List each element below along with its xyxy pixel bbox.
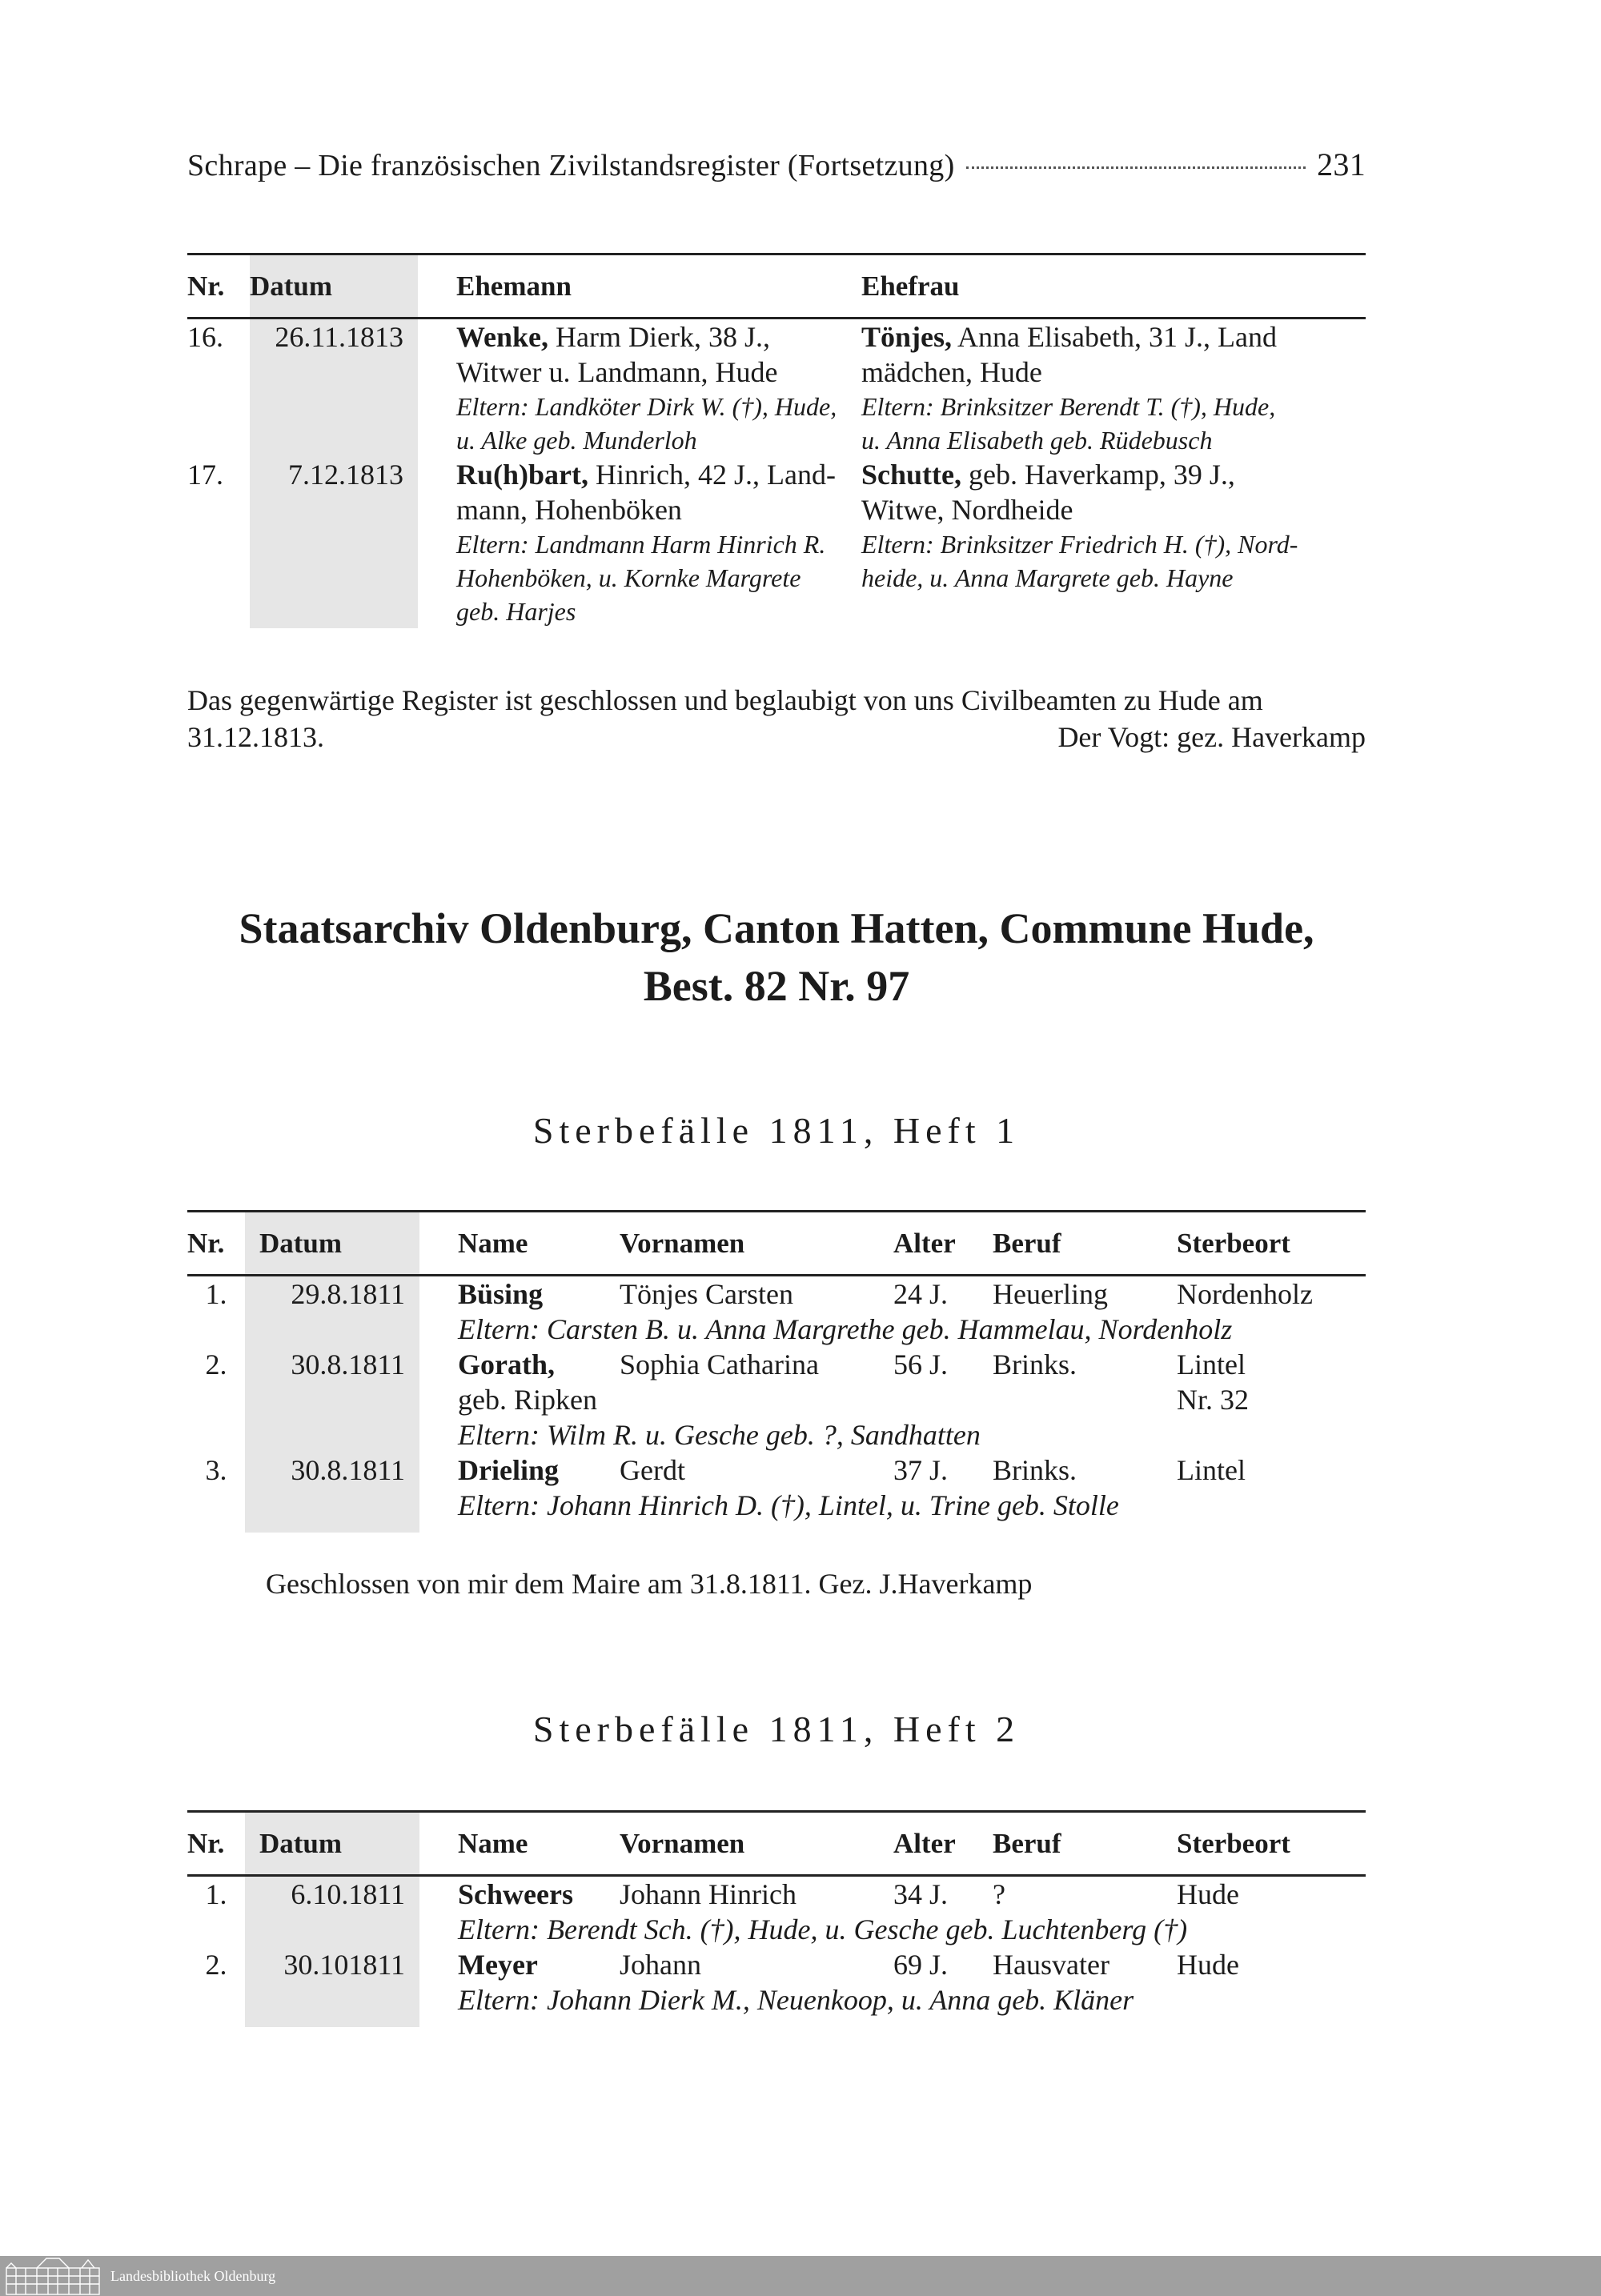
ehemann-details: Hinrich, 42 J., Land- xyxy=(588,459,836,491)
cell-alter: 56 J. xyxy=(893,1348,949,1380)
ehefrau-details: Anna Elisabeth, 31 J., Land xyxy=(952,321,1277,353)
header-sterbeort: Sterbeort xyxy=(1177,1827,1290,1859)
ehefrau-line2: Witwe, Nordheide xyxy=(861,494,1073,526)
marriage-register-table xyxy=(187,253,1366,628)
table-row xyxy=(187,1947,1366,1982)
library-building-icon xyxy=(5,2257,101,2295)
ehefrau-details: geb. Haverkamp, 39 J., xyxy=(961,459,1235,491)
cell-ehefrau xyxy=(861,319,1366,458)
ehefrau-eltern: Eltern: Brinksitzer Friedrich H. (†), Nord- xyxy=(861,530,1298,559)
empty-cell xyxy=(245,1417,419,1453)
cell-beruf: Brinks. xyxy=(993,1348,1077,1380)
header-vornamen: Vornamen xyxy=(620,1227,745,1259)
cell-alter: 69 J. xyxy=(893,1949,949,1981)
cell-datum: 6.10.1811 xyxy=(245,1876,419,1913)
cell-vornamen: Johann Hinrich xyxy=(620,1878,796,1910)
table-row xyxy=(187,457,1366,628)
cell-vornamen: Sophia Catharina xyxy=(620,1348,819,1380)
header-datum: Datum xyxy=(250,254,418,319)
page-number: 231 xyxy=(1317,146,1366,182)
cell-nr: 1. xyxy=(205,1878,227,1910)
header-beruf: Beruf xyxy=(993,1827,1061,1859)
eltern-row xyxy=(187,1912,1366,1947)
cell-ehefrau xyxy=(861,457,1366,628)
header-datum: Datum xyxy=(245,1812,419,1876)
cell-datum: 26.11.1813 xyxy=(250,319,418,458)
cell-sterbeort: Hude xyxy=(1177,1949,1239,1981)
eltern-row xyxy=(187,1488,1366,1533)
table-row xyxy=(187,1453,1366,1488)
ehemann-eltern-cont: Hohenböken, u. Kornke Margrete xyxy=(456,563,801,592)
register-closing-statement xyxy=(187,682,1366,755)
empty-cell xyxy=(187,1312,245,1347)
ehemann-eltern: Eltern: Landmann Harm Hinrich R. xyxy=(456,530,826,559)
cell-nr: 2. xyxy=(205,1949,227,1981)
table-row xyxy=(187,1276,1366,1312)
name-line1: Gorath, xyxy=(458,1348,555,1380)
table-row xyxy=(187,319,1366,458)
closing-signature: Der Vogt: gez. Haverkamp xyxy=(1057,721,1366,753)
empty-cell xyxy=(245,1488,419,1533)
cell-nr: 2. xyxy=(205,1348,227,1380)
header-nr: Nr. xyxy=(187,1827,225,1859)
cell-datum: 29.8.1811 xyxy=(245,1276,419,1312)
empty-cell xyxy=(187,1417,245,1453)
ehemann-eltern-cont: u. Alke geb. Munderloh xyxy=(456,426,697,455)
table-header-row xyxy=(187,1212,1366,1276)
cell-datum: 30.101811 xyxy=(245,1947,419,1982)
cell-datum: 7.12.1813 xyxy=(250,457,418,628)
cell-beruf: Brinks. xyxy=(993,1454,1077,1486)
cell-datum: 30.8.1811 xyxy=(245,1347,419,1417)
name-line2: geb. Ripken xyxy=(458,1384,597,1416)
cell-name: Schweers xyxy=(458,1878,573,1910)
cell-alter: 24 J. xyxy=(893,1278,949,1310)
cell-sterbeort xyxy=(1177,1347,1366,1417)
empty-cell xyxy=(187,1982,245,2027)
heft2-title: Sterbefälle 1811, Heft 2 xyxy=(532,1709,1021,1749)
header-rule xyxy=(966,166,1306,169)
cell-eltern: Eltern: Johann Hinrich D. (†), Lintel, u. Trine geb. Stolle xyxy=(458,1489,1119,1521)
cell-sterbeort: Nordenholz xyxy=(1177,1278,1313,1310)
ehemann-line2: Witwer u. Landmann, Hude xyxy=(456,356,778,388)
cell-ehemann xyxy=(418,457,861,628)
table-row xyxy=(187,1876,1366,1913)
ehefrau-eltern-cont: heide, u. Anna Margrete geb. Hayne xyxy=(861,563,1234,592)
section-heading-line1: Staatsarchiv Oldenburg, Canton Hatten, Commune Hude, xyxy=(239,904,1314,952)
cell-alter: 37 J. xyxy=(893,1454,949,1486)
table-header-row xyxy=(187,1812,1366,1876)
running-header-title: Schrape – Die französischen Zivilstandsregister (Fortsetzung) xyxy=(187,149,955,182)
header-name: Name xyxy=(458,1827,528,1859)
header-nr: Nr. xyxy=(187,270,225,302)
cell-nr: 16. xyxy=(187,321,223,353)
header-nr: Nr. xyxy=(187,1227,225,1259)
table-header-row xyxy=(187,254,1366,319)
ehefrau-eltern: Eltern: Brinksitzer Berendt T. (†), Hude, xyxy=(861,392,1276,421)
header-alter: Alter xyxy=(893,1227,956,1259)
cell-name: Drieling xyxy=(458,1454,559,1486)
empty-cell xyxy=(245,1912,419,1947)
ehefrau-line2: mädchen, Hude xyxy=(861,356,1042,388)
death-register-heft1-table xyxy=(187,1210,1366,1533)
eltern-row xyxy=(187,1982,1366,2027)
cell-eltern: Eltern: Wilm R. u. Gesche geb. ?, Sandhatten xyxy=(458,1419,981,1451)
header-alter: Alter xyxy=(893,1827,956,1859)
header-vornamen: Vornamen xyxy=(620,1827,745,1859)
cell-nr: 1. xyxy=(205,1278,227,1310)
cell-vornamen: Johann xyxy=(620,1949,701,1981)
heft1-closing: Geschlossen von mir dem Maire am 31.8.1811. Gez. J.Haverkamp xyxy=(266,1568,1033,1600)
ehemann-surname: Ru(h)bart, xyxy=(456,459,589,491)
cell-vornamen: Gerdt xyxy=(620,1454,685,1486)
closing-date: 31.12.1813. xyxy=(187,721,324,753)
ehefrau-surname: Tönjes, xyxy=(861,321,953,353)
eltern-row xyxy=(187,1417,1366,1453)
library-footer-banner xyxy=(0,2256,1601,2296)
empty-cell xyxy=(245,1982,419,2027)
death-register-heft2-table xyxy=(187,1810,1366,2027)
eltern-row xyxy=(187,1312,1366,1347)
header-ehefrau: Ehefrau xyxy=(861,270,960,302)
header-name: Name xyxy=(458,1227,528,1259)
ehemann-line2: mann, Hohenböken xyxy=(456,494,682,526)
cell-beruf: ? xyxy=(993,1878,1005,1910)
cell-name xyxy=(419,1347,620,1417)
table-row xyxy=(187,1347,1366,1417)
cell-sterbeort: Lintel xyxy=(1177,1454,1246,1486)
ehemann-surname: Wenke, xyxy=(456,321,549,353)
ehemann-eltern-cont: geb. Harjes xyxy=(456,597,576,626)
sterbeort-line2: Nr. 32 xyxy=(1177,1384,1249,1416)
ehefrau-eltern-cont: u. Anna Elisabeth geb. Rüdebusch xyxy=(861,426,1213,455)
cell-alter: 34 J. xyxy=(893,1878,949,1910)
header-sterbeort: Sterbeort xyxy=(1177,1227,1290,1259)
cell-eltern: Eltern: Berendt Sch. (†), Hude, u. Gesche geb. Luchtenberg (†) xyxy=(458,1913,1188,1945)
cell-beruf: Heuerling xyxy=(993,1278,1108,1310)
library-name: Landesbibliothek Oldenburg xyxy=(110,2267,276,2284)
empty-cell xyxy=(187,1488,245,1533)
cell-eltern: Eltern: Johann Dierk M., Neuenkoop, u. Anna geb. Kläner xyxy=(458,1984,1134,2016)
cell-sterbeort: Hude xyxy=(1177,1878,1239,1910)
cell-beruf: Hausvater xyxy=(993,1949,1109,1981)
cell-nr: 3. xyxy=(205,1454,227,1486)
closing-line: Das gegenwärtige Register ist geschlossen und beglaubigt von uns Civilbeamten zu Hude am xyxy=(187,684,1263,716)
header-ehemann: Ehemann xyxy=(456,270,572,302)
ehemann-eltern: Eltern: Landköter Dirk W. (†), Hude, xyxy=(456,392,837,421)
empty-cell xyxy=(245,1312,419,1347)
running-header xyxy=(187,146,1366,194)
header-beruf: Beruf xyxy=(993,1227,1061,1259)
ehemann-details: Harm Dierk, 38 J., xyxy=(548,321,770,353)
section-heading xyxy=(187,900,1366,1015)
section-heading-line2: Best. 82 Nr. 97 xyxy=(643,962,910,1010)
heft1-title: Sterbefälle 1811, Heft 1 xyxy=(532,1110,1021,1151)
ehefrau-surname: Schutte, xyxy=(861,459,961,491)
cell-nr: 17. xyxy=(187,459,223,491)
cell-name: Meyer xyxy=(458,1949,538,1981)
sterbeort-line1: Lintel xyxy=(1177,1348,1246,1380)
cell-name: Büsing xyxy=(458,1278,544,1310)
cell-datum: 30.8.1811 xyxy=(245,1453,419,1488)
header-datum: Datum xyxy=(245,1212,419,1276)
cell-vornamen: Tönjes Carsten xyxy=(620,1278,793,1310)
empty-cell xyxy=(187,1912,245,1947)
cell-eltern: Eltern: Carsten B. u. Anna Margrethe geb. Hammelau, Nordenholz xyxy=(458,1313,1233,1345)
cell-ehemann xyxy=(418,319,861,458)
